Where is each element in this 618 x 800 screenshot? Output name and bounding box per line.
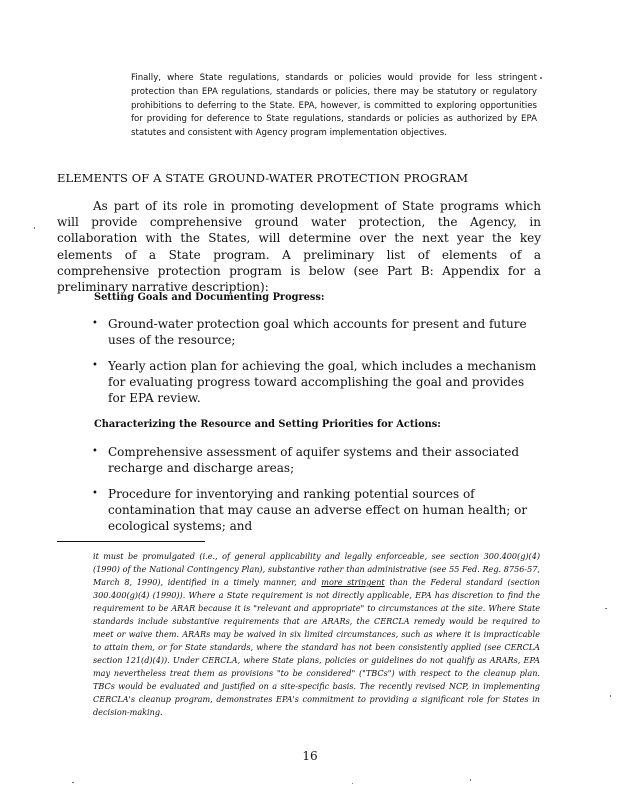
scan-speck: [34, 227, 35, 229]
scan-speck: [352, 783, 353, 784]
scan-speck: [72, 782, 74, 783]
section-heading: ELEMENTS OF A STATE GROUND-WATER PROTECTION PROGRAM: [57, 171, 469, 185]
scan-speck: [610, 695, 611, 697]
bullet-marker: •: [92, 360, 98, 371]
scan-speck: [540, 77, 542, 79]
list-item: [92, 358, 540, 407]
footnote-separator: [57, 541, 205, 542]
list-item: [92, 444, 540, 476]
scan-speck: [605, 608, 607, 609]
list-item-text: Comprehensive assessment of aquifer systems and their associated recharge and discharge areas;: [108, 445, 520, 476]
group-title-goals: Setting Goals and Documenting Progress:: [94, 292, 325, 303]
list-item: [92, 316, 540, 348]
bullet-marker: •: [92, 318, 98, 329]
list-item-text: Ground-water protection goal which accounts for present and future uses of the resource;: [108, 317, 527, 348]
list-item: [92, 486, 540, 535]
bullet-marker: •: [92, 488, 98, 499]
scan-speck: [470, 779, 471, 781]
footnote-text-part1: it must be promulgated (i.e., of general applicability and legally enforceable, see section 300.400(g)(4) (1990) of the National Contingency Plan), substantive rather than administrative (see 55 Fed. Reg. 8756-57, March 8, 1990), identified in a timely manner, and: [93, 551, 540, 587]
intro-paragraph: Finally, where State regulations, standards or policies would provide for less stringent protection than EPA regulations, standards or policies, there may be statutory or regulatory prohibitions to deferring to the State. EPA, however, is committed to exploring opportunities for providing for deference to State regulations, standards or policies as authorized by EPA statutes and consistent with Agency program implementation objectives.: [131, 73, 537, 139]
footnote-emphasis: more stringent: [321, 577, 385, 587]
section-paragraph: [57, 198, 541, 295]
page-number: 16: [302, 749, 318, 763]
list-item-text: Yearly action plan for achieving the goal, which includes a mechanism for evaluating progress toward accomplishing the goal and provides for EPA review.: [108, 359, 537, 406]
footnote: [93, 550, 540, 719]
footnote-text-part2: than the Federal standard (section 300.400(g)(4) (1990)). Where a State requirement is not directly applicable, EPA has discretion to find the requirement to be ARAR because it is "relevant and appropriate" to circumstances at the site. Where State standards include substantive requirements that are ARARs, the CERCLA remedy would be required to meet or waive them. ARARs may be waived in six limited circumstances, such as where it is impracticable to attain them, or for State standards, where the standard has not been consistently applied (see CERCLA section 121(d)(4)). Under CERCLA, where State plans, policies or guidelines do not qualify as ARARs, EPA may nevertheless treat them as provisions "to be considered" ("TBCs") with respect to the cleanup plan. TBCs would be evaluated and justified on a site-specific basis. The recently revised NCP, in implementing CERCLA's cleanup program, demonstrates EPA's commitment to providing a significant role for States in decision-making.: [93, 577, 541, 717]
bullet-marker: •: [92, 446, 98, 457]
group-title-resource: Characterizing the Resource and Setting Priorities for Actions:: [94, 419, 441, 430]
list-item-text: Procedure for inventorying and ranking potential sources of contamination that may cause an adverse effect on human health; or ecological systems; and: [108, 487, 528, 534]
section-paragraph-text: As part of its role in promoting development of State programs which will provide comprehensive ground water protection, the Agency, in collaboration with the States, will determine over the next year the key elements of a State program. A preliminary list of elements of a comprehensive protection program is below (see Part B: Appendix for a preliminary narrative description):: [57, 199, 541, 295]
